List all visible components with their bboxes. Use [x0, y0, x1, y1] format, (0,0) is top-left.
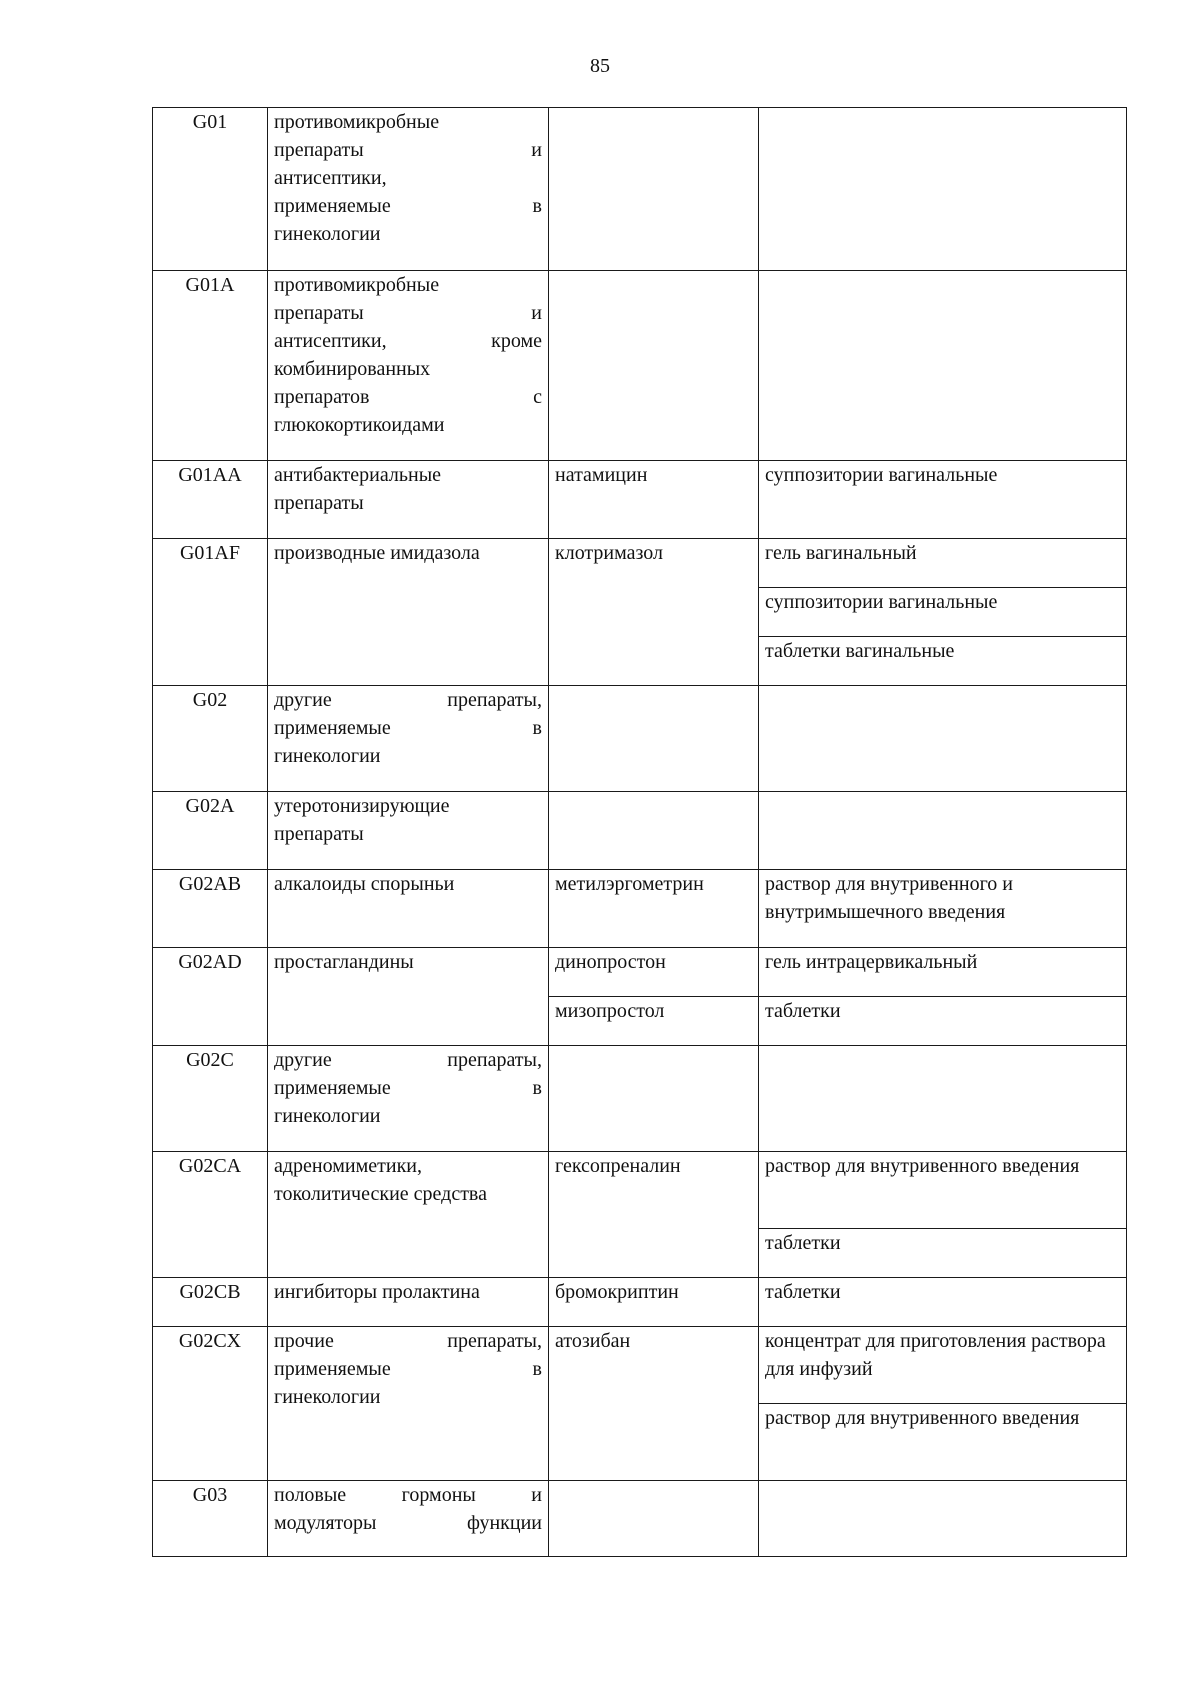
group-line: антисептики, кроме [274, 330, 542, 352]
group-line: простагландины [274, 951, 414, 973]
substance-name [549, 792, 759, 870]
atc-code: G02CX [153, 1327, 268, 1481]
group-name [268, 870, 549, 948]
group-name [268, 792, 549, 870]
atc-code: G01AA [153, 461, 268, 539]
dosage-form [759, 271, 1127, 461]
atc-code: G02AB [153, 870, 268, 948]
atc-code: G02CB [153, 1278, 268, 1327]
page-number: 85 [590, 55, 610, 77]
table-row [153, 870, 1127, 948]
table-row [153, 461, 1127, 539]
group-line: другие препараты, [274, 1049, 542, 1071]
group-name [268, 1152, 549, 1278]
dosage-form: раствор для внутривенного введения [759, 1404, 1127, 1481]
group-name [268, 948, 549, 1046]
table-row [153, 1278, 1127, 1327]
dosage-form [759, 1481, 1127, 1557]
dosage-form: раствор для внутривенного и внутримышечного введения [759, 870, 1127, 948]
substance-name [549, 686, 759, 792]
group-line: гинекологии [274, 223, 381, 245]
table-row [153, 686, 1127, 792]
group-name [268, 271, 549, 461]
group-line: препаратов с [274, 386, 542, 408]
substance-name [549, 108, 759, 271]
group-line: токолитические средства [274, 1183, 487, 1205]
group-name [268, 1327, 549, 1481]
dosage-form: гель интрацервикальный [759, 948, 1127, 997]
dosage-form [759, 686, 1127, 792]
group-name [268, 108, 549, 271]
group-line: другие препараты, [274, 689, 542, 711]
group-line: применяемые в [274, 1358, 542, 1380]
group-line: производные имидазола [274, 542, 480, 564]
substance-name: натамицин [549, 461, 759, 539]
dosage-form: суппозитории вагинальные [759, 461, 1127, 539]
dosage-form: концентрат для приготовления раствора для инфузий [759, 1327, 1127, 1404]
atc-code: G03 [153, 1481, 268, 1557]
substance-name: атозибан [549, 1327, 759, 1481]
group-line: прочие препараты, [274, 1330, 542, 1352]
substance-name: метилэргометрин [549, 870, 759, 948]
table-row [153, 1481, 1127, 1557]
group-line: применяемые в [274, 717, 542, 739]
table-row [153, 1046, 1127, 1152]
group-name [268, 1046, 549, 1152]
dosage-form [759, 108, 1127, 271]
atc-code: G02 [153, 686, 268, 792]
atc-code: G02CA [153, 1152, 268, 1278]
table-row [153, 792, 1127, 870]
group-line: комбинированных [274, 358, 431, 380]
atc-code: G02AD [153, 948, 268, 1046]
group-line: адреномиметики, [274, 1155, 423, 1177]
atc-code: G02C [153, 1046, 268, 1152]
group-name [268, 461, 549, 539]
group-name [268, 539, 549, 686]
atc-code: G01 [153, 108, 268, 271]
group-line: препараты [274, 823, 364, 845]
atc-code: G01A [153, 271, 268, 461]
table-row [153, 948, 1127, 997]
group-line: глюкокортикоидами [274, 414, 445, 436]
group-line: половые гормоны и [274, 1484, 542, 1506]
table-row [153, 108, 1127, 271]
group-line: антибактериальные [274, 464, 442, 486]
group-line: утеротонизирующие [274, 795, 450, 817]
table-row [153, 1152, 1127, 1229]
group-line: применяемые в [274, 195, 542, 217]
substance-name: мизопростол [549, 997, 759, 1046]
group-name [268, 686, 549, 792]
dosage-form: таблетки вагинальные [759, 637, 1127, 686]
dosage-form: таблетки [759, 1278, 1127, 1327]
atc-code: G02A [153, 792, 268, 870]
substance-name: клотримазол [549, 539, 759, 686]
group-line: применяемые в [274, 1077, 542, 1099]
group-line: гинекологии [274, 1105, 381, 1127]
group-name [268, 1278, 549, 1327]
dosage-form: раствор для внутривенного введения [759, 1152, 1127, 1229]
dosage-form [759, 792, 1127, 870]
drug-classification-table [152, 107, 1127, 1557]
substance-name: бромокриптин [549, 1278, 759, 1327]
atc-code: G01AF [153, 539, 268, 686]
group-line: гинекологии [274, 745, 381, 767]
dosage-form [759, 1046, 1127, 1152]
group-line: препараты и [274, 139, 542, 161]
group-line: препараты и [274, 302, 542, 324]
table-row [153, 271, 1127, 461]
group-line: ингибиторы пролактина [274, 1281, 480, 1303]
dosage-form: таблетки [759, 1229, 1127, 1278]
group-line: противомикробные [274, 111, 440, 133]
group-line: гинекологии [274, 1386, 381, 1408]
substance-name: динопростон [549, 948, 759, 997]
group-line: препараты [274, 492, 364, 514]
substance-name [549, 271, 759, 461]
substance-name [549, 1046, 759, 1152]
group-line: модуляторы функции [274, 1512, 542, 1534]
group-line: противомикробные [274, 274, 440, 296]
table-row [153, 539, 1127, 588]
group-line: алкалоиды спорыньи [274, 873, 455, 895]
dosage-form: суппозитории вагинальные [759, 588, 1127, 637]
group-name [268, 1481, 549, 1557]
substance-name [549, 1481, 759, 1557]
dosage-form: гель вагинальный [759, 539, 1127, 588]
table-row [153, 1327, 1127, 1404]
dosage-form: таблетки [759, 997, 1127, 1046]
group-line: антисептики, [274, 167, 387, 189]
substance-name: гексопреналин [549, 1152, 759, 1278]
